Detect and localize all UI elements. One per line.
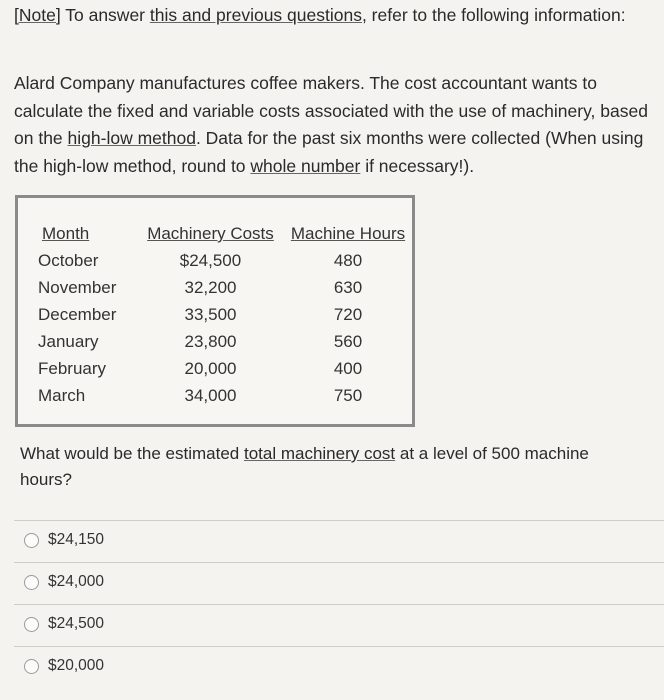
hours-cell: 400 <box>333 359 363 378</box>
divider <box>14 562 664 563</box>
radio-button-icon[interactable] <box>24 533 39 548</box>
month-cell: December <box>38 305 117 324</box>
month-cell: February <box>38 359 107 378</box>
intro-segment: whole number <box>250 155 361 176</box>
cost-cell: 20,000 <box>184 359 237 378</box>
cost-column <box>138 220 283 409</box>
option-label: $20,000 <box>48 657 105 674</box>
radio-button-icon[interactable] <box>24 659 39 674</box>
note-text <box>14 2 644 29</box>
radio-button-icon[interactable] <box>24 575 39 590</box>
answer-option-3[interactable] <box>24 612 104 636</box>
option-label: $24,000 <box>48 573 105 590</box>
answer-option-1[interactable] <box>24 528 104 552</box>
answer-option-4[interactable] <box>24 654 104 678</box>
question-segment: at a level of 500 machine hours? <box>20 444 589 489</box>
option-label: $24,150 <box>48 531 105 548</box>
intro-segment: Alard Company manufactures coffee makers. The cost accountant wants to calculate the fixed and variable costs associated with the use of machinery, based on the <box>14 73 648 148</box>
intro-segment: high-low method <box>67 128 196 148</box>
cost-cell: 23,800 <box>184 332 237 351</box>
note-segment: [Note] <box>14 5 61 25</box>
month-cell: November <box>38 278 117 297</box>
hours-header: Machine Hours <box>290 224 406 243</box>
cost-header: Machinery Costs <box>147 224 274 243</box>
cost-cell: 32,200 <box>184 278 237 297</box>
note-segment: this and previous questions <box>149 5 362 25</box>
answer-option-2[interactable] <box>24 570 104 594</box>
intro-segment: if necessary!). <box>360 155 475 176</box>
hours-cell: 750 <box>333 386 363 405</box>
option-label: $24,500 <box>48 615 105 632</box>
intro-paragraph <box>14 70 654 180</box>
month-header: Month <box>42 224 90 243</box>
question-text <box>20 441 640 493</box>
divider <box>14 604 664 605</box>
radio-button-icon[interactable] <box>24 617 39 632</box>
cost-cell: 34,000 <box>184 386 237 405</box>
note-segment: To answer <box>60 5 150 25</box>
question-segment: total machinery cost <box>243 444 396 463</box>
month-cell: January <box>38 332 99 351</box>
hours-cell: 630 <box>333 278 363 297</box>
intro-segment: . Data for the past six months were collected (When using the high-low method, round to <box>14 128 644 176</box>
month-cell: March <box>38 386 86 405</box>
divider <box>14 520 664 521</box>
hours-cell: 560 <box>333 332 363 351</box>
month-cell: October <box>38 251 99 270</box>
hours-column <box>286 220 410 409</box>
question-segment: What would be the estimated <box>20 444 244 463</box>
data-table <box>15 195 415 427</box>
cost-cell: $24,500 <box>179 251 242 270</box>
divider <box>14 646 664 647</box>
hours-cell: 720 <box>333 305 363 324</box>
month-column <box>38 220 116 409</box>
hours-cell: 480 <box>333 251 363 270</box>
cost-cell: 33,500 <box>184 305 237 324</box>
note-segment: , refer to the following information: <box>361 5 626 25</box>
